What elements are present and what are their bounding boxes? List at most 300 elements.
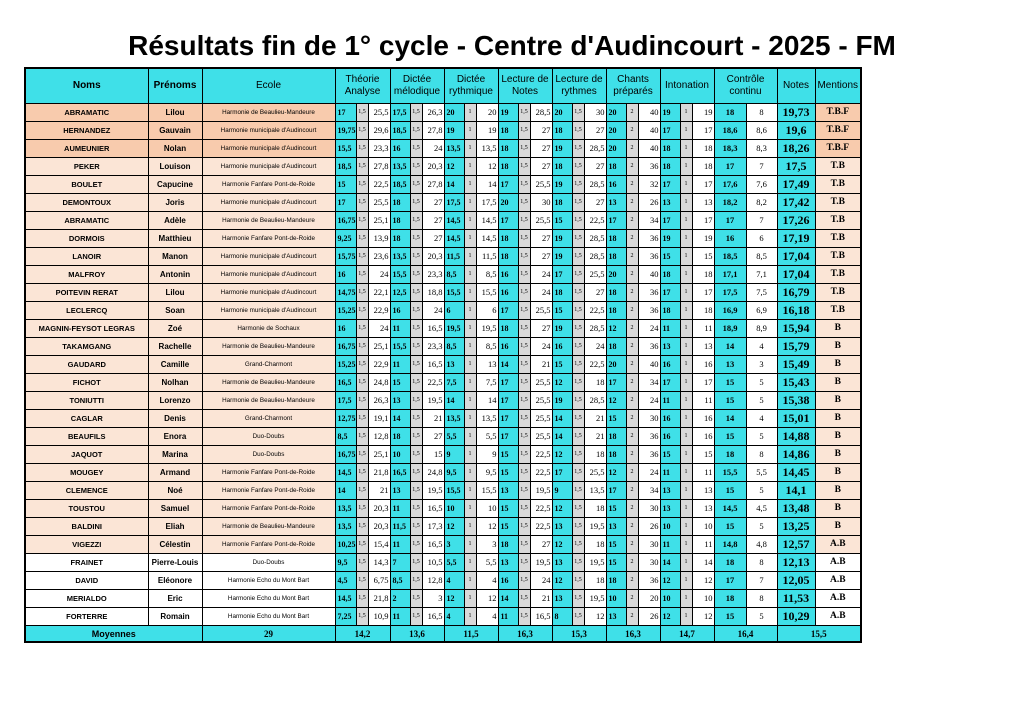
cell-coef: 1,5 <box>518 266 530 284</box>
cell-coef: 1,5 <box>356 356 368 374</box>
cell-ecole: Harmonie de Sochaux <box>202 320 335 338</box>
cell-weighted: 25,5 <box>530 302 552 320</box>
table-row <box>25 194 861 212</box>
cell-weighted: 40 <box>638 122 660 140</box>
cell-score: 18 <box>498 140 518 158</box>
cell-coef: 1,5 <box>410 338 422 356</box>
header-subject-line: Théorie <box>345 74 380 85</box>
table-footer <box>25 626 861 643</box>
cell-score: 18 <box>498 122 518 140</box>
cell-coef: 1 <box>680 248 692 266</box>
cell-score: 18 <box>606 302 626 320</box>
table-row <box>25 392 861 410</box>
cell-prenom: Armand <box>148 464 202 482</box>
cell-weighted: 8,5 <box>476 266 498 284</box>
cell-score: 17 <box>498 176 518 194</box>
cell-coef: 1,5 <box>410 140 422 158</box>
cell-score: 12 <box>606 464 626 482</box>
cell-score: 16,75 <box>335 338 356 356</box>
cell-mention: A.B <box>815 608 861 626</box>
cell-mention: B <box>815 428 861 446</box>
cell-coef: 1,5 <box>356 158 368 176</box>
cell-nom: CLEMENCE <box>25 482 148 500</box>
cell-weighted: 11,5 <box>476 248 498 266</box>
cell-coef: 1,5 <box>410 428 422 446</box>
cell-coef: 1,5 <box>410 446 422 464</box>
cell-coef: 1,5 <box>356 428 368 446</box>
cell-controle-weighted: 5 <box>746 608 777 626</box>
cell-coef: 1 <box>680 590 692 608</box>
cell-coef: 1,5 <box>356 590 368 608</box>
table-row <box>25 446 861 464</box>
cell-weighted: 14,5 <box>476 212 498 230</box>
cell-coef: 1,5 <box>518 176 530 194</box>
cell-score: 18 <box>390 230 410 248</box>
cell-weighted: 29,6 <box>368 122 390 140</box>
cell-weighted: 18 <box>692 266 714 284</box>
cell-score: 9,5 <box>444 464 464 482</box>
cell-coef: 1,5 <box>410 554 422 572</box>
cell-weighted: 24 <box>638 464 660 482</box>
header-prenoms: Prénoms <box>148 68 202 104</box>
cell-ecole: Harmonie Echo du Mont Bart <box>202 608 335 626</box>
cell-coef: 1,5 <box>572 410 584 428</box>
cell-weighted: 23,3 <box>422 266 444 284</box>
cell-score: 20 <box>606 356 626 374</box>
cell-prenom: Denis <box>148 410 202 428</box>
cell-score: 13 <box>552 554 572 572</box>
cell-weighted: 18 <box>584 374 606 392</box>
cell-prenom: Nolan <box>148 140 202 158</box>
cell-weighted: 40 <box>638 140 660 158</box>
header-subject-line: rythmique <box>449 86 493 97</box>
cell-coef: 1,5 <box>518 158 530 176</box>
cell-weighted: 19 <box>692 230 714 248</box>
cell-note: 15,94 <box>777 320 815 338</box>
cell-controle-score: 17 <box>714 572 746 590</box>
cell-coef: 1,5 <box>572 284 584 302</box>
cell-score: 13 <box>390 482 410 500</box>
cell-coef: 1,5 <box>518 194 530 212</box>
cell-weighted: 19,5 <box>422 482 444 500</box>
cell-score: 19 <box>552 320 572 338</box>
cell-score: 14,5 <box>335 590 356 608</box>
cell-score: 14 <box>390 410 410 428</box>
cell-coef: 1,5 <box>410 536 422 554</box>
cell-weighted: 19,5 <box>530 554 552 572</box>
cell-score: 14 <box>444 176 464 194</box>
cell-score: 11 <box>498 608 518 626</box>
cell-weighted: 14,5 <box>476 230 498 248</box>
cell-controle-score: 15 <box>714 392 746 410</box>
cell-weighted: 17 <box>692 284 714 302</box>
cell-coef: 1,5 <box>518 482 530 500</box>
cell-nom: FICHOT <box>25 374 148 392</box>
cell-weighted: 19 <box>476 122 498 140</box>
cell-weighted: 14 <box>476 176 498 194</box>
cell-mention: T.B <box>815 158 861 176</box>
cell-coef: 1,5 <box>572 302 584 320</box>
cell-coef: 1,5 <box>356 410 368 428</box>
cell-score: 18 <box>606 446 626 464</box>
cell-weighted: 27 <box>422 230 444 248</box>
footer-subject-average: 14,2 <box>335 626 390 643</box>
header-subject-line: Lecture de <box>501 74 549 85</box>
cell-controle-weighted: 5 <box>746 518 777 536</box>
cell-weighted: 16,5 <box>422 356 444 374</box>
cell-weighted: 10,5 <box>422 554 444 572</box>
cell-mention: T.B <box>815 230 861 248</box>
header-subject <box>552 68 606 104</box>
cell-score: 14 <box>552 428 572 446</box>
cell-score: 18 <box>390 428 410 446</box>
cell-score: 15 <box>660 248 680 266</box>
header-subject <box>714 68 777 104</box>
cell-score: 20 <box>606 104 626 122</box>
cell-coef: 1,5 <box>572 500 584 518</box>
cell-nom: MERIALDO <box>25 590 148 608</box>
cell-controle-score: 18,3 <box>714 140 746 158</box>
cell-weighted: 11 <box>692 392 714 410</box>
cell-score: 17 <box>660 176 680 194</box>
cell-weighted: 13 <box>692 338 714 356</box>
cell-coef: 1 <box>680 104 692 122</box>
cell-weighted: 17 <box>692 176 714 194</box>
cell-score: 15 <box>606 500 626 518</box>
cell-controle-weighted: 5 <box>746 392 777 410</box>
cell-score: 8,5 <box>335 428 356 446</box>
cell-coef: 1,5 <box>410 374 422 392</box>
cell-coef: 1,5 <box>518 374 530 392</box>
table-row <box>25 374 861 392</box>
cell-score: 12 <box>660 608 680 626</box>
cell-weighted: 25,1 <box>368 446 390 464</box>
table-body <box>25 104 861 626</box>
cell-nom: DORMOIS <box>25 230 148 248</box>
footer-subject-average: 16,3 <box>606 626 660 643</box>
cell-weighted: 22,5 <box>530 446 552 464</box>
header-subject-line: préparés <box>613 86 653 97</box>
cell-weighted: 16 <box>692 356 714 374</box>
cell-score: 13 <box>444 356 464 374</box>
cell-score: 13 <box>606 194 626 212</box>
cell-score: 14 <box>660 554 680 572</box>
cell-score: 12 <box>444 590 464 608</box>
cell-score: 12 <box>552 500 572 518</box>
cell-coef: 1,5 <box>572 446 584 464</box>
cell-weighted: 20,3 <box>368 500 390 518</box>
cell-weighted: 27 <box>530 230 552 248</box>
cell-weighted: 25,1 <box>368 212 390 230</box>
cell-weighted: 16,5 <box>422 500 444 518</box>
cell-ecole: Harmonie Echo du Mont Bart <box>202 572 335 590</box>
cell-weighted: 16 <box>692 410 714 428</box>
cell-weighted: 20 <box>476 104 498 122</box>
cell-coef: 2 <box>626 176 638 194</box>
cell-score: 14,5 <box>444 230 464 248</box>
cell-mention: T.B <box>815 284 861 302</box>
cell-score: 19 <box>444 122 464 140</box>
cell-score: 13,5 <box>335 500 356 518</box>
cell-coef: 1 <box>464 302 476 320</box>
cell-weighted: 28,5 <box>530 104 552 122</box>
cell-score: 19 <box>498 104 518 122</box>
cell-weighted: 17 <box>692 374 714 392</box>
cell-score: 9 <box>552 482 572 500</box>
table-row <box>25 536 861 554</box>
cell-note: 12,13 <box>777 554 815 572</box>
cell-weighted: 22,5 <box>584 302 606 320</box>
cell-score: 17 <box>335 194 356 212</box>
cell-weighted: 11 <box>692 320 714 338</box>
cell-score: 17 <box>335 104 356 122</box>
cell-weighted: 19,5 <box>584 518 606 536</box>
cell-score: 12 <box>552 572 572 590</box>
cell-prenom: Camille <box>148 356 202 374</box>
table-row <box>25 104 861 122</box>
cell-coef: 2 <box>626 230 638 248</box>
cell-weighted: 40 <box>638 104 660 122</box>
table-row <box>25 176 861 194</box>
cell-coef: 1,5 <box>356 392 368 410</box>
cell-coef: 1 <box>680 302 692 320</box>
header-subject <box>606 68 660 104</box>
cell-weighted: 18 <box>584 500 606 518</box>
cell-coef: 1,5 <box>356 302 368 320</box>
footer-subject-average: 15,3 <box>552 626 606 643</box>
cell-controle-weighted: 5 <box>746 482 777 500</box>
table-row <box>25 410 861 428</box>
cell-score: 7,5 <box>444 374 464 392</box>
cell-score: 9,5 <box>335 554 356 572</box>
cell-coef: 2 <box>626 194 638 212</box>
cell-mention: T.B <box>815 176 861 194</box>
cell-controle-weighted: 8,6 <box>746 122 777 140</box>
cell-coef: 1 <box>680 500 692 518</box>
cell-weighted: 28,5 <box>584 320 606 338</box>
cell-score: 13,5 <box>390 248 410 266</box>
table-row <box>25 482 861 500</box>
cell-weighted: 27 <box>422 194 444 212</box>
cell-prenom: Antonin <box>148 266 202 284</box>
cell-score: 4,5 <box>335 572 356 590</box>
cell-coef: 1,5 <box>518 320 530 338</box>
cell-weighted: 18 <box>584 572 606 590</box>
cell-mention: T.B <box>815 302 861 320</box>
cell-coef: 1,5 <box>572 428 584 446</box>
cell-weighted: 21,8 <box>368 464 390 482</box>
cell-coef: 1,5 <box>518 104 530 122</box>
cell-controle-score: 13 <box>714 356 746 374</box>
cell-coef: 1,5 <box>518 284 530 302</box>
cell-coef: 1,5 <box>518 590 530 608</box>
table-row <box>25 158 861 176</box>
cell-coef: 1,5 <box>518 608 530 626</box>
cell-weighted: 24 <box>530 338 552 356</box>
cell-score: 16 <box>498 284 518 302</box>
cell-score: 20 <box>606 122 626 140</box>
header-notes: Notes <box>777 68 815 104</box>
cell-weighted: 28,5 <box>584 230 606 248</box>
cell-weighted: 22,5 <box>584 212 606 230</box>
cell-weighted: 27,8 <box>422 176 444 194</box>
cell-score: 17 <box>498 392 518 410</box>
cell-score: 18,5 <box>335 158 356 176</box>
cell-weighted: 12 <box>476 518 498 536</box>
cell-controle-score: 17 <box>714 212 746 230</box>
cell-coef: 1,5 <box>518 572 530 590</box>
table-row <box>25 230 861 248</box>
cell-score: 4 <box>444 572 464 590</box>
cell-weighted: 27 <box>530 122 552 140</box>
cell-weighted: 34 <box>638 374 660 392</box>
cell-weighted: 19,5 <box>422 392 444 410</box>
cell-score: 17,5 <box>335 392 356 410</box>
cell-weighted: 13,9 <box>368 230 390 248</box>
cell-score: 12 <box>552 536 572 554</box>
cell-weighted: 15,5 <box>476 482 498 500</box>
cell-weighted: 30 <box>530 194 552 212</box>
cell-score: 13 <box>552 518 572 536</box>
cell-coef: 1 <box>680 428 692 446</box>
cell-coef: 1,5 <box>356 374 368 392</box>
cell-controle-weighted: 4,8 <box>746 536 777 554</box>
cell-score: 13,5 <box>444 410 464 428</box>
cell-weighted: 36 <box>638 158 660 176</box>
cell-coef: 1 <box>680 446 692 464</box>
cell-coef: 1 <box>464 446 476 464</box>
cell-coef: 1,5 <box>518 356 530 374</box>
cell-coef: 1,5 <box>410 464 422 482</box>
cell-weighted: 28,5 <box>584 392 606 410</box>
cell-coef: 1,5 <box>356 104 368 122</box>
cell-coef: 1 <box>680 158 692 176</box>
cell-coef: 2 <box>626 356 638 374</box>
cell-coef: 1,5 <box>572 356 584 374</box>
cell-weighted: 12 <box>692 608 714 626</box>
cell-nom: PEKER <box>25 158 148 176</box>
cell-weighted: 25,5 <box>584 266 606 284</box>
cell-weighted: 25,1 <box>368 338 390 356</box>
cell-score: 19 <box>660 230 680 248</box>
cell-coef: 1 <box>464 590 476 608</box>
cell-ecole: Harmonie de Beaulieu-Mandeure <box>202 338 335 356</box>
cell-coef: 1,5 <box>410 158 422 176</box>
cell-prenom: Nolhan <box>148 374 202 392</box>
cell-prenom: Pierre-Louis <box>148 554 202 572</box>
cell-score: 18 <box>660 158 680 176</box>
cell-coef: 1 <box>680 338 692 356</box>
cell-controle-weighted: 7,1 <box>746 266 777 284</box>
cell-weighted: 40 <box>638 266 660 284</box>
cell-coef: 1,5 <box>356 464 368 482</box>
cell-controle-score: 18 <box>714 554 746 572</box>
cell-weighted: 22,5 <box>530 464 552 482</box>
cell-controle-score: 15 <box>714 482 746 500</box>
cell-nom: ABRAMATIC <box>25 104 148 122</box>
cell-controle-score: 18,2 <box>714 194 746 212</box>
cell-weighted: 25,5 <box>530 428 552 446</box>
cell-coef: 1 <box>680 482 692 500</box>
cell-score: 13,5 <box>444 140 464 158</box>
cell-coef: 1,5 <box>356 536 368 554</box>
cell-weighted: 20,3 <box>368 518 390 536</box>
cell-weighted: 22,9 <box>368 356 390 374</box>
cell-score: 18 <box>606 248 626 266</box>
cell-score: 10 <box>606 590 626 608</box>
cell-weighted: 27 <box>530 248 552 266</box>
cell-coef: 2 <box>626 104 638 122</box>
cell-score: 15 <box>498 518 518 536</box>
cell-score: 10 <box>390 446 410 464</box>
cell-weighted: 10 <box>692 518 714 536</box>
cell-weighted: 10 <box>692 590 714 608</box>
cell-coef: 1,5 <box>518 338 530 356</box>
cell-controle-weighted: 7,6 <box>746 176 777 194</box>
cell-coef: 1,5 <box>572 248 584 266</box>
cell-prenom: Louison <box>148 158 202 176</box>
cell-mention: B <box>815 518 861 536</box>
cell-note: 14,86 <box>777 446 815 464</box>
cell-controle-weighted: 6,9 <box>746 302 777 320</box>
cell-mention: T.B <box>815 266 861 284</box>
cell-weighted: 22,5 <box>530 518 552 536</box>
header-ecole: Ecole <box>202 68 335 104</box>
cell-weighted: 16 <box>692 428 714 446</box>
cell-score: 18 <box>606 572 626 590</box>
cell-nom: MAGNIN-FEYSOT LEGRAS <box>25 320 148 338</box>
cell-weighted: 25,5 <box>530 212 552 230</box>
cell-controle-weighted: 8,2 <box>746 194 777 212</box>
cell-score: 15 <box>390 374 410 392</box>
cell-prenom: Célestin <box>148 536 202 554</box>
cell-score: 16 <box>335 320 356 338</box>
table-row <box>25 122 861 140</box>
cell-score: 14 <box>552 410 572 428</box>
cell-weighted: 25,5 <box>530 392 552 410</box>
cell-score: 16 <box>660 356 680 374</box>
header-subject-line: Contrôle <box>726 74 765 85</box>
cell-weighted: 9,5 <box>476 464 498 482</box>
cell-ecole: Harmonie de Beaulieu-Mandeure <box>202 212 335 230</box>
cell-coef: 1 <box>680 194 692 212</box>
cell-weighted: 36 <box>638 230 660 248</box>
cell-controle-score: 16 <box>714 230 746 248</box>
cell-weighted: 27 <box>530 158 552 176</box>
cell-score: 3 <box>444 536 464 554</box>
cell-coef: 1 <box>464 176 476 194</box>
cell-score: 8,5 <box>390 572 410 590</box>
cell-coef: 1,5 <box>410 410 422 428</box>
cell-score: 9 <box>444 446 464 464</box>
cell-controle-weighted: 4 <box>746 410 777 428</box>
cell-coef: 1 <box>680 518 692 536</box>
cell-nom: DEMONTOUX <box>25 194 148 212</box>
cell-controle-score: 18 <box>714 104 746 122</box>
cell-note: 12,57 <box>777 536 815 554</box>
cell-prenom: Samuel <box>148 500 202 518</box>
cell-weighted: 23,3 <box>422 338 444 356</box>
cell-nom: TOUSTOU <box>25 500 148 518</box>
cell-weighted: 14 <box>476 392 498 410</box>
cell-score: 17 <box>660 284 680 302</box>
cell-weighted: 27 <box>530 140 552 158</box>
cell-controle-weighted: 5 <box>746 428 777 446</box>
cell-coef: 1,5 <box>356 194 368 212</box>
cell-weighted: 25,5 <box>530 374 552 392</box>
cell-ecole: Harmonie de Beaulieu-Mandeure <box>202 518 335 536</box>
cell-coef: 1 <box>680 176 692 194</box>
